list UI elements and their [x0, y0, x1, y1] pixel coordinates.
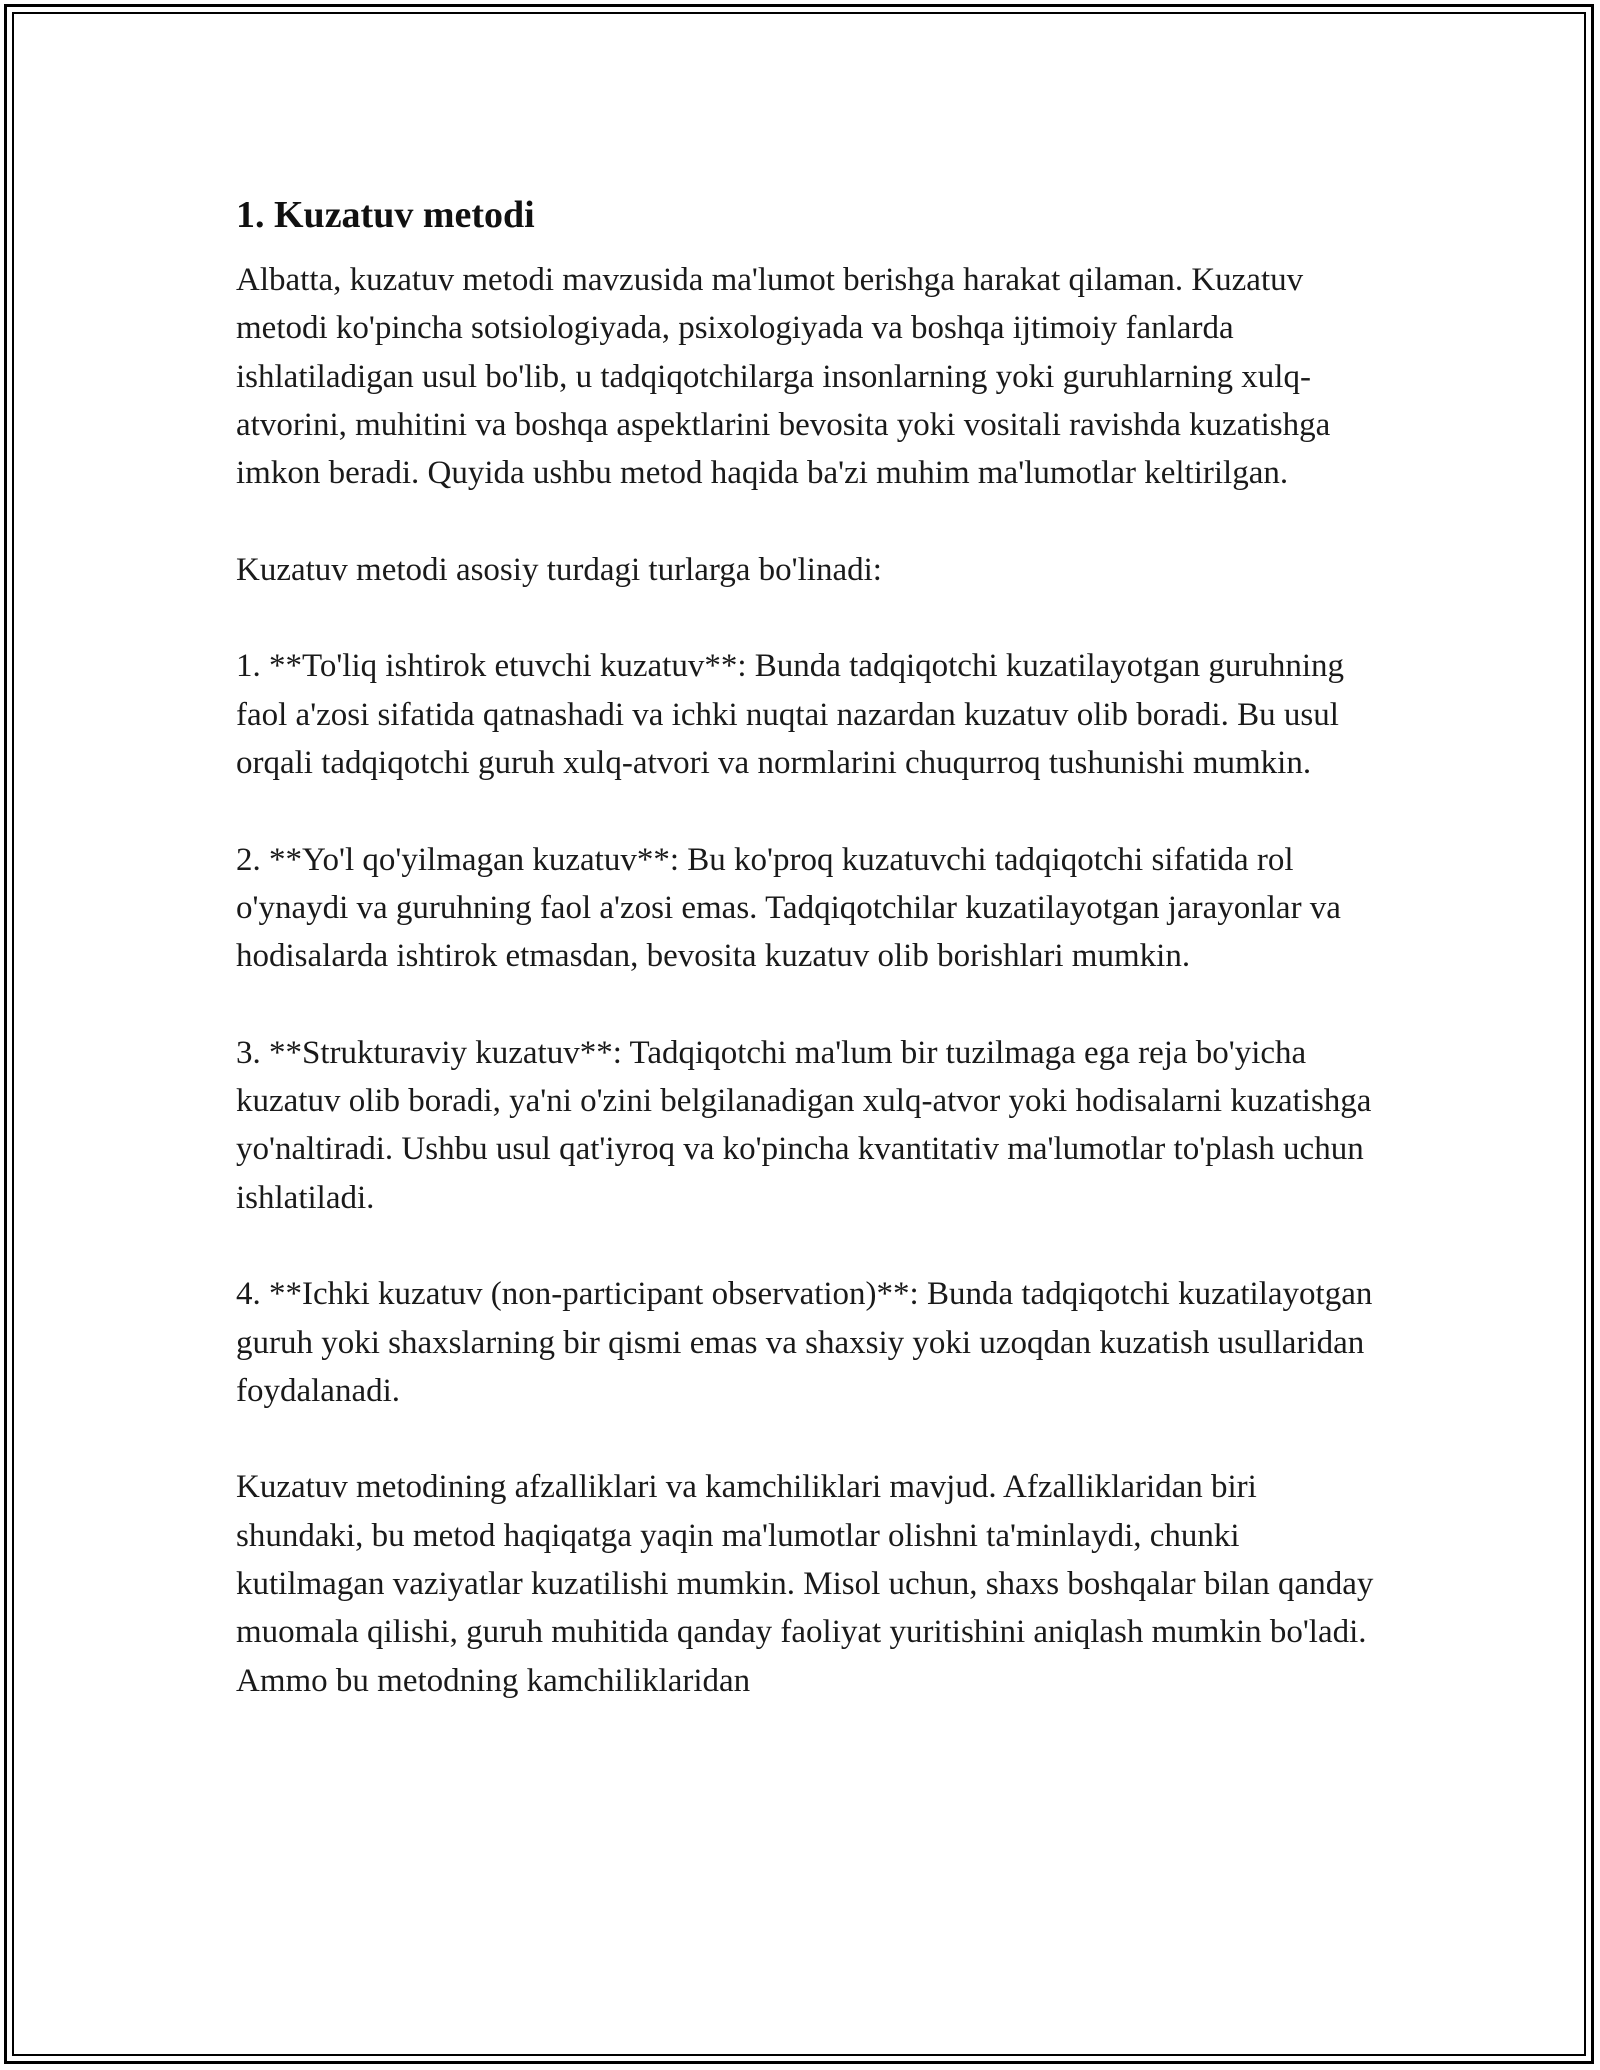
document-body	[236, 180, 1376, 1705]
paragraph-intro: Albatta, kuzatuv metodi mavzusida ma'lumot berishga harakat qilaman. Kuzatuv metodi ko'pincha sotsiologiyada, psixologiyada va boshqa ijtimoiy fanlarda ishlatiladigan usul bo'lib, u tadqiqotchilarga insonlarning yoki guruhlarning xulq-atvorini, muhitini va boshqa aspektlarini bevosita yoki vositali ravishda kuzatishga imkon beradi. Quyida ushbu metod haqida ba'zi muhim ma'lumotlar keltirilgan.	[236, 262, 1331, 492]
paragraph-type-1: 1. **To'liq ishtirok etuvchi kuzatuv**: Bunda tadqiqotchi kuzatilayotgan guruhning faol a'zosi sifatida qatnashadi va ichki nuqtai nazardan kuzatuv olib boradi. Bu usul orqali tadqiqotchi guruh xulq-atvori va normlarini chuqurroq tushunishi mumkin.	[236, 648, 1345, 781]
paragraph-type-4: 4. **Ichki kuzatuv (non-participant observation)**: Bunda tadqiqotchi kuzatilayotgan guruh yoki shaxslarning bir qismi emas va shaxsiy yoki uzoqdan kuzatish usullaridan foydalanadi.	[236, 1276, 1373, 1409]
section-heading: 1. Kuzatuv metodi	[236, 194, 535, 236]
paragraph-pros-cons: Kuzatuv metodining afzalliklari va kamchiliklari mavjud. Afzalliklaridan biri shundaki, bu metod haqiqatga yaqin ma'lumotlar olishni ta'minlaydi, chunki kutilmagan vaziyatlar kuzatilishi mumkin. Misol uchun, shaxs boshqalar bilan qanday muomala qilishi, guruh muhitida qanday faoliyat yuritishini aniqlash mumkin bo'ladi. Ammo bu metodning kamchiliklaridan	[236, 1469, 1374, 1699]
paragraph-types-intro: Kuzatuv metodi asosiy turdagi turlarga bo'linadi:	[236, 551, 882, 588]
paragraph-type-2: 2. **Yo'l qo'yilmagan kuzatuv**: Bu ko'proq kuzatuvchi tadqiqotchi sifatida rol o'ynaydi va guruhning faol a'zosi emas. Tadqiqotchilar kuzatilayotgan jarayonlar va hodisalarda ishtirok etmasdan, bevosita kuzatuv olib borishlari mumkin.	[236, 841, 1341, 975]
paragraph-type-3: 3. **Strukturaviy kuzatuv**: Tadqiqotchi ma'lum bir tuzilmaga ega reja bo'yicha kuzatuv olib boradi, ya'ni o'zini belgilanadigan xulq-atvor yoki hodisalarni kuzatishga yo'naltiradi. Ushbu usul qat'iyroq va ko'pincha kvantitativ ma'lumotlar to'plash uchun ishlatiladi.	[236, 1034, 1372, 1216]
